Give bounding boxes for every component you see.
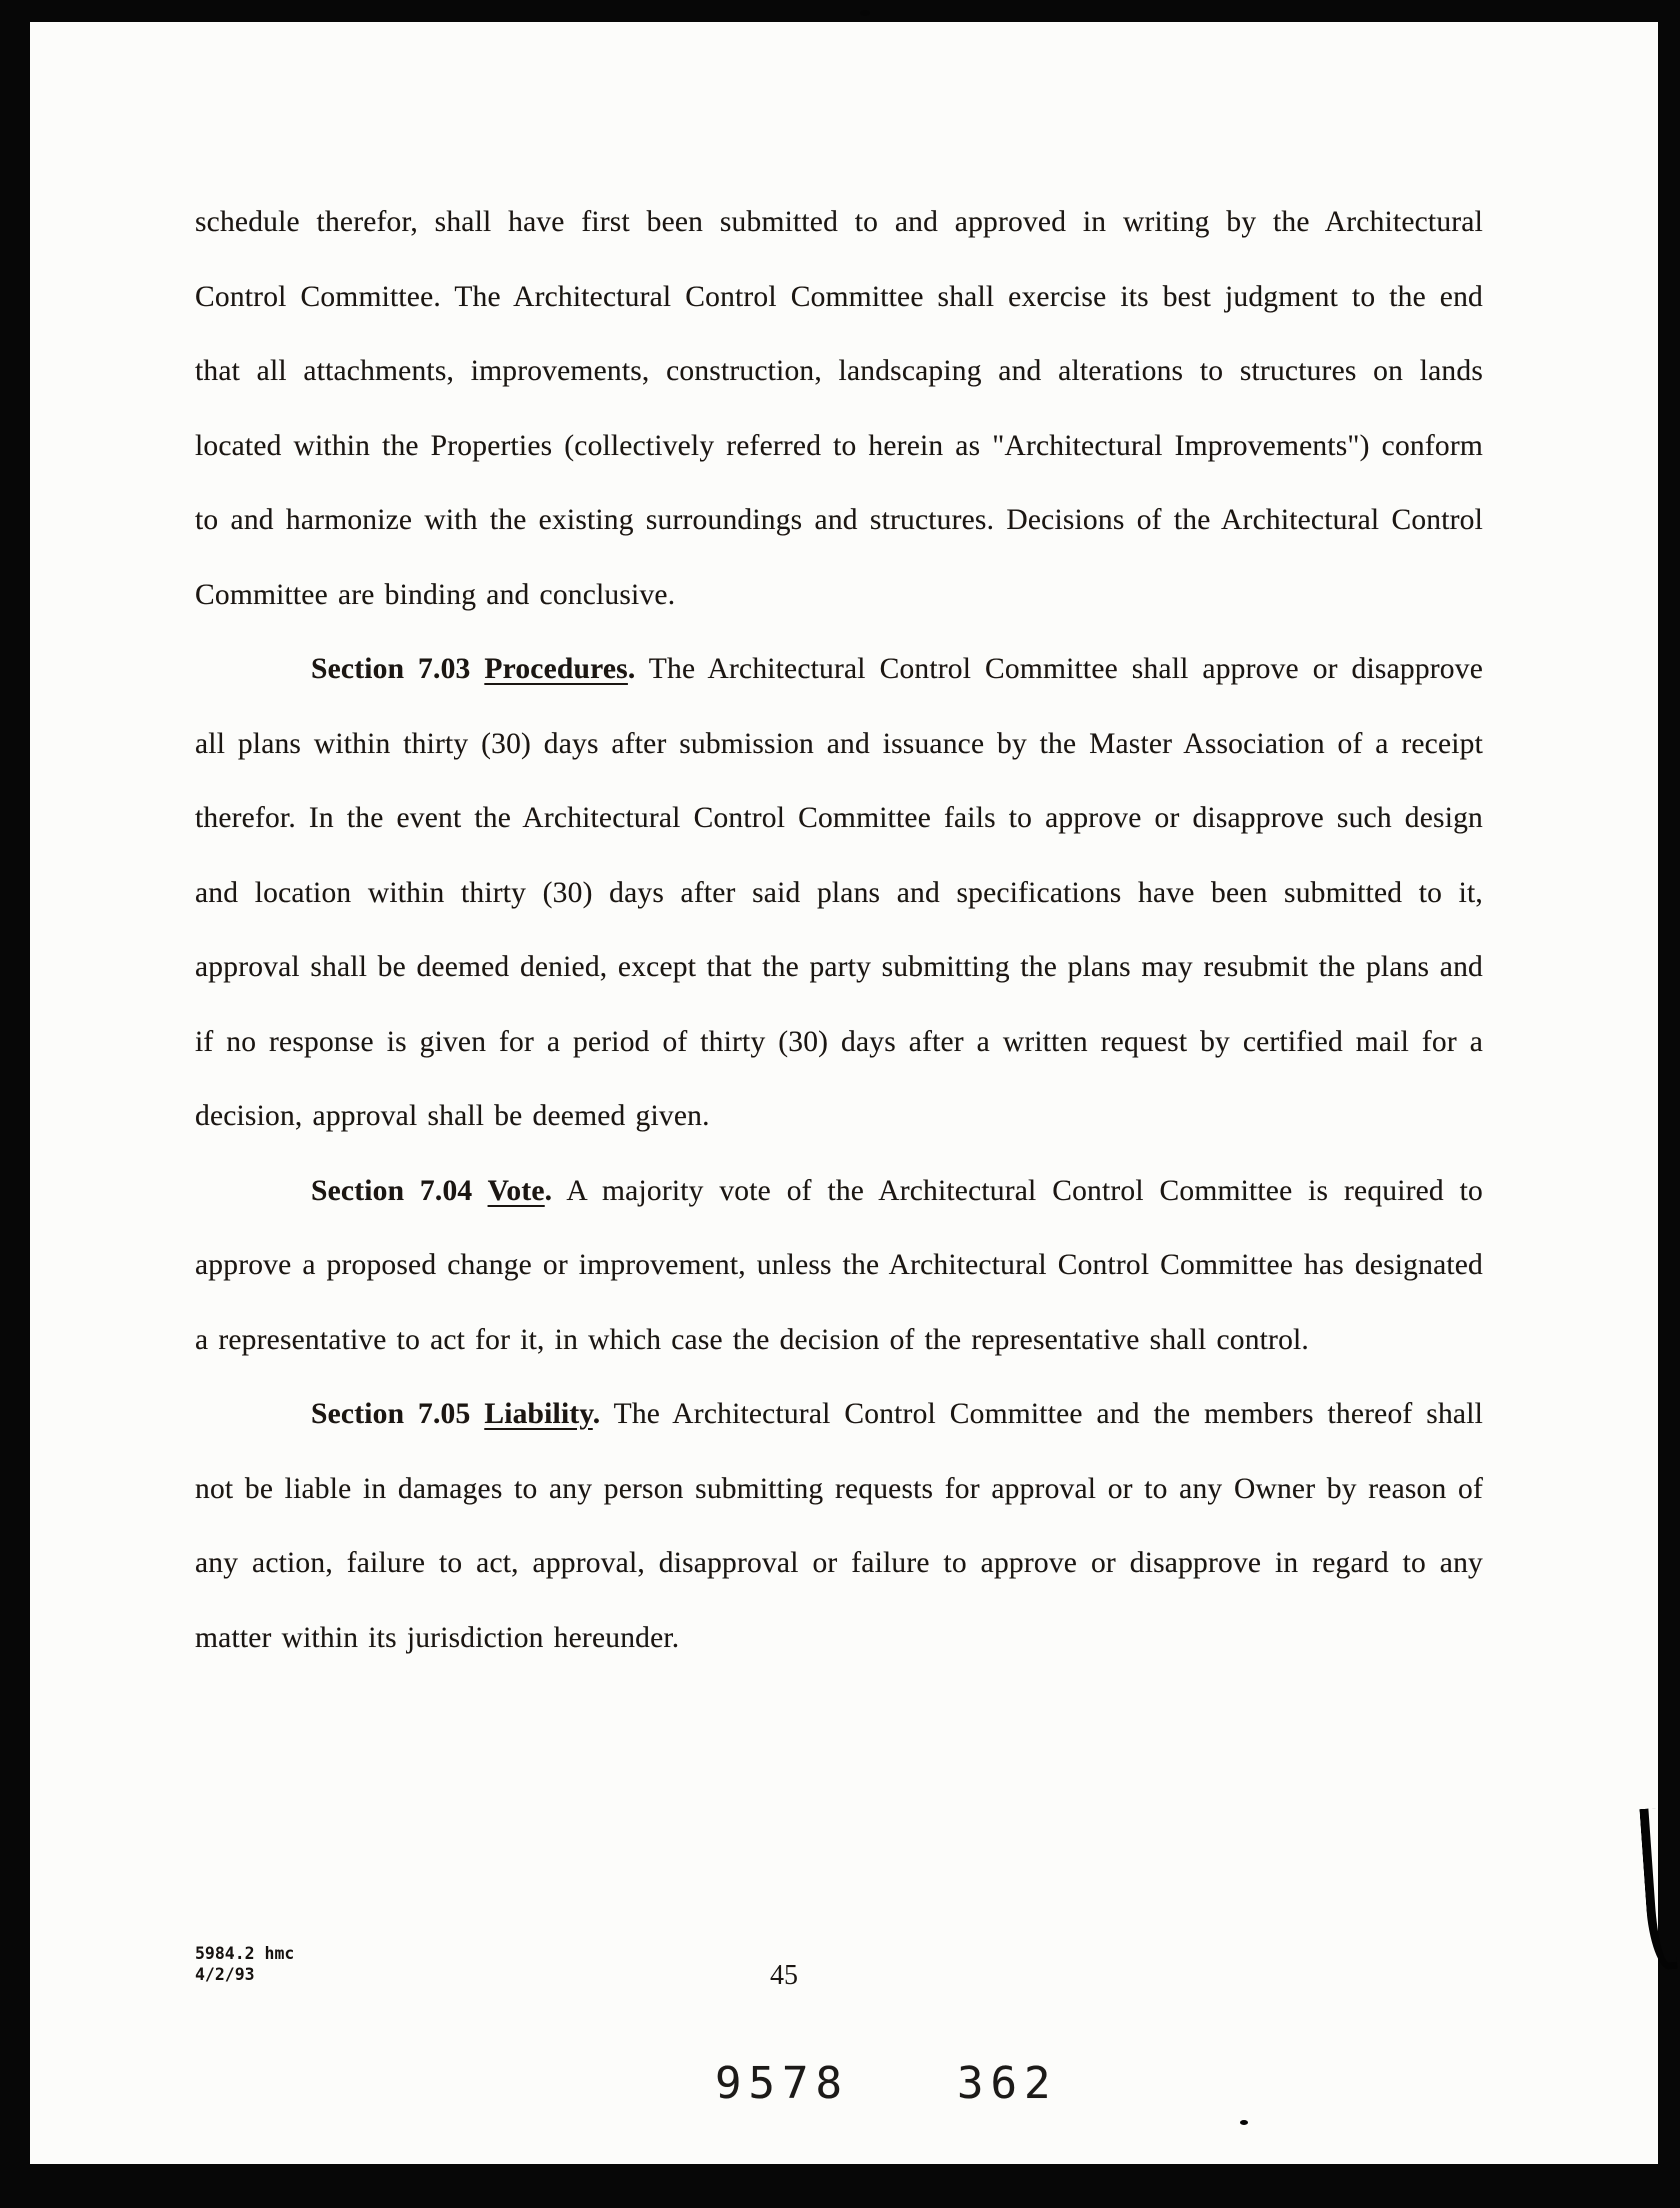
section-heading-word: Vote — [487, 1174, 545, 1207]
page-number: 45 — [770, 1960, 798, 1991]
body-text-run: A majority vote of the Architectural Control Committee is required to approve a proposed change or improvement, unless the Architectural Control Committee has designated a representative to act for it, in which case the decision of the representative shall control. — [195, 1174, 1483, 1356]
paragraph-section-7-05 — [195, 1377, 1483, 1675]
doc-ref-line2: 4/2/93 — [195, 1965, 255, 1984]
section-heading-word: Liability — [484, 1398, 593, 1430]
section-number: Section 7.05 — [311, 1398, 485, 1430]
stamp-number-left: 9578 — [715, 2058, 849, 2109]
section-number: . — [627, 653, 636, 685]
paragraph-section-7-04 — [195, 1154, 1483, 1378]
stamp-numbers — [715, 2058, 1057, 2109]
document-body — [195, 185, 1483, 1675]
section-number: Section 7.04 — [311, 1174, 488, 1207]
body-text-run: schedule therefor, shall have first been submitted to and approved in writing by the Architectural Control Committee. The Architectural Control Committee shall exercise its best judgment to the end that all attachments, improvements, construction, landscaping and alterations to structures on lands located within the Properties (collectively referred to herein as "Architectural Improvements") conform to and harmonize with the existing surroundings and structures. Decisions of the Architectural Control Committee are binding and conclusive. — [195, 206, 1483, 611]
doc-ref-line1: 5984.2 hmc — [195, 1944, 295, 1963]
section-number: . — [544, 1174, 553, 1207]
stamp-number-right: 362 — [956, 2058, 1058, 2109]
paragraph-section-7-03 — [195, 632, 1483, 1154]
scan-speck — [860, 10, 870, 16]
scan-speck — [1240, 2120, 1248, 2125]
paragraph-continuation — [195, 185, 1483, 632]
body-text-run: The Architectural Control Committee shall approve or disapprove all plans within thirty (30) days after submission and issuance by the Master Association of a receipt therefor. In the event the Architectural Control Committee fails to approve or disapprove such design and location within thirty (30) days after said plans and specifications have been submitted to it, approval shall be deemed denied, except that the party submitting the plans may resubmit the plans and if no response is given for a period of thirty (30) days after a written request by certified mail for a decision, approval shall be deemed given. — [195, 653, 1483, 1132]
section-number: Section 7.03 — [311, 653, 485, 685]
section-number: . — [592, 1398, 601, 1430]
body-text-run: The Architectural Control Committee and the members thereof shall not be liable in damages to any person submitting requests for approval or to any Owner by reason of any action, failure to act, approval, disapproval or failure to approve or disapprove in regard to any matter within its jurisdiction hereunder. — [195, 1398, 1483, 1654]
document-page — [30, 22, 1658, 2164]
section-heading-word: Procedures — [484, 653, 628, 685]
